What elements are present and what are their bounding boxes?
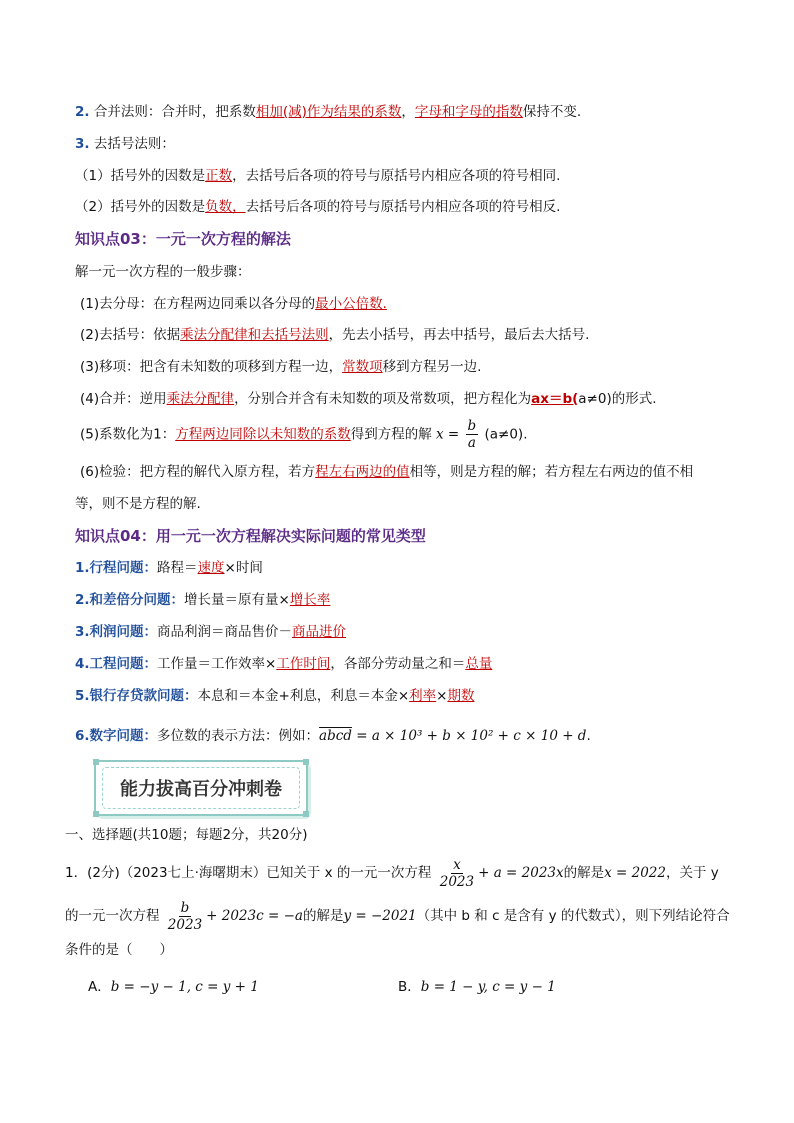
text: 的解是: [563, 865, 605, 881]
type-travel: [75, 558, 734, 578]
step-2: [80, 325, 734, 345]
fraction: [466, 418, 479, 451]
text: 增长量＝原有量×: [184, 592, 290, 608]
highlight: 字母和字母的指数: [414, 104, 523, 120]
text: 多位数的表示方法：例如：: [157, 728, 320, 744]
banner-corner: [303, 811, 309, 817]
banner-corner: [303, 759, 309, 765]
type-heading: 1.行程问题：: [75, 560, 158, 576]
text: ，: [401, 104, 415, 120]
text: (4)合并：逆用: [80, 391, 167, 407]
text: .: [586, 728, 591, 744]
banner-corner: [93, 759, 99, 765]
numerator: x: [453, 856, 461, 873]
section-banner: [94, 760, 308, 816]
type-heading: 2.和差倍分问题：: [75, 592, 185, 608]
kp3-intro: 解一元一次方程的一般步骤：: [75, 264, 251, 280]
type-profit: [75, 622, 734, 642]
highlight: 负数，: [205, 199, 246, 215]
step-5: [80, 418, 734, 451]
highlight: 总量: [465, 656, 493, 672]
text: 移到方程另一边.: [382, 359, 482, 375]
text: ×: [436, 688, 448, 704]
math-expression: = a × 10³ + b × 10² + c × 10 + d: [351, 728, 587, 744]
type-heading: 3.利润问题：: [75, 624, 158, 640]
step-6-cont: 等，则不是方程的解.: [75, 496, 201, 512]
question-1-line1: [65, 855, 734, 891]
text: 的解是: [302, 908, 344, 924]
step-4: [80, 389, 734, 409]
type-heading: 5.银行存贷款问题：: [75, 688, 198, 704]
text: 路程＝: [157, 560, 198, 576]
math-expression: x = 2022: [604, 865, 666, 881]
section-title-kp4: 知识点04：用一元一次方程解决实际问题的常见类型: [75, 527, 426, 545]
text: 的一元一次方程: [65, 908, 160, 924]
text: 1．(2分)（2023七上·海曙期末）已知关于 x 的一元一次方程: [65, 865, 432, 881]
rule-brackets-negative: [75, 197, 734, 217]
banner-corner: [93, 811, 99, 817]
text: (3)移项：把含有未知数的项移到方程一边，: [80, 359, 343, 375]
denominator: a: [467, 435, 476, 451]
denominator: 2023: [167, 916, 203, 933]
text: ，分别合并含有未知数的项及常数项，把方程化为: [234, 391, 532, 407]
type-growth: [75, 590, 734, 610]
text: ，各部分劳动量之和＝: [330, 656, 466, 672]
text: a≠0)的形式.: [578, 391, 657, 407]
highlight: 商品进价: [292, 624, 347, 640]
text: (5)系数化为1：: [80, 426, 176, 443]
text: 合并法则：合并时，把系数: [93, 104, 256, 120]
question-1-line3: 条件的是（ ）: [65, 942, 173, 958]
option-a[interactable]: [88, 977, 388, 997]
text: (2)去括号：依据: [80, 327, 181, 343]
item-number: 2.: [75, 104, 90, 120]
rule-merge: [75, 102, 734, 122]
text: 商品利润＝商品售价－: [157, 624, 293, 640]
text: （其中 b 和 c 是含有 y 的代数式），则下列结论符合: [416, 908, 730, 924]
text: 去括号后各项的符号与原括号内相应各项的符号相反.: [245, 199, 561, 215]
math-expression: y = −2021: [343, 908, 417, 924]
type-heading: 4.工程问题：: [75, 656, 158, 672]
text: 得到方程的解: [350, 426, 432, 443]
text: （2）括号外的因数是: [75, 199, 206, 215]
highlight: 乘法分配律和去括号法则: [180, 327, 329, 343]
rule-brackets: [75, 134, 734, 154]
highlight: 利率: [409, 688, 437, 704]
type-number: [75, 726, 734, 746]
highlight: 乘法分配律: [166, 391, 235, 407]
highlight: 增长率: [289, 592, 331, 608]
text: ，先去小括号，再去中括号，最后去大括号.: [328, 327, 590, 343]
highlight: ax＝b(: [531, 391, 579, 407]
step-1: [80, 294, 734, 314]
numerator: b: [180, 899, 190, 916]
text: (a≠0).: [484, 426, 528, 443]
text: ，去括号后各项的符号与原括号内相应各项的符号相同.: [232, 168, 561, 184]
text: 本息和＝本金+利息，利息＝本金×: [197, 688, 410, 704]
option-label: A．: [88, 979, 111, 995]
step-3: [80, 357, 734, 377]
question-1-line2: [65, 898, 734, 934]
text: 去括号法则：: [93, 136, 175, 152]
highlight: 期数: [447, 688, 475, 704]
option-text: b = −y − 1, c = y + 1: [110, 979, 259, 995]
text: (6)检验：把方程的解代入原方程，若方: [80, 464, 316, 480]
math-overline: abcd: [319, 728, 352, 744]
highlight: 相加(减)作为结果的系数: [255, 104, 402, 120]
type-work: [75, 654, 734, 674]
highlight: 方程两边同除以未知数的系数: [175, 426, 351, 443]
option-label: B．: [398, 979, 421, 995]
highlight: 程左右两边的值: [315, 464, 410, 480]
section-heading: 一、选择题(共10题；每题2分，共20分): [65, 827, 308, 843]
text: ，关于 y: [665, 865, 719, 881]
option-b[interactable]: [398, 977, 698, 997]
math-expression: + 2023c = −a: [206, 908, 303, 924]
text: (1)去分母：在方程两边同乘以各分母的: [80, 296, 316, 312]
highlight: 常数项: [342, 359, 383, 375]
banner-title: 能力拔高百分冲刺卷: [102, 767, 300, 809]
fraction: [438, 857, 476, 890]
highlight: 工作时间: [276, 656, 331, 672]
step-6: [80, 462, 734, 482]
item-number: 3.: [75, 136, 90, 152]
text: 工作量＝工作效率×: [157, 656, 277, 672]
text: 保持不变.: [522, 104, 582, 120]
type-bank: [75, 686, 734, 706]
highlight: 最小公倍数.: [315, 296, 387, 312]
fraction: [166, 900, 204, 933]
section-title-kp3: 知识点03：一元一次方程的解法: [75, 230, 291, 248]
highlight: 速度: [197, 560, 225, 576]
denominator: 2023: [439, 873, 475, 890]
type-heading: 6.数字问题：: [75, 728, 158, 744]
math-x: x =: [436, 426, 460, 443]
rule-brackets-positive: [75, 166, 734, 186]
text: ×时间: [224, 560, 263, 576]
highlight: 正数: [205, 168, 233, 184]
text: （1）括号外的因数是: [75, 168, 206, 184]
numerator: b: [467, 418, 477, 434]
math-expression: + a = 2023x: [478, 865, 564, 881]
text: 相等，则是方程的解；若方程左右两边的值不相: [409, 464, 694, 480]
option-text: b = 1 − y, c = y − 1: [420, 979, 556, 995]
